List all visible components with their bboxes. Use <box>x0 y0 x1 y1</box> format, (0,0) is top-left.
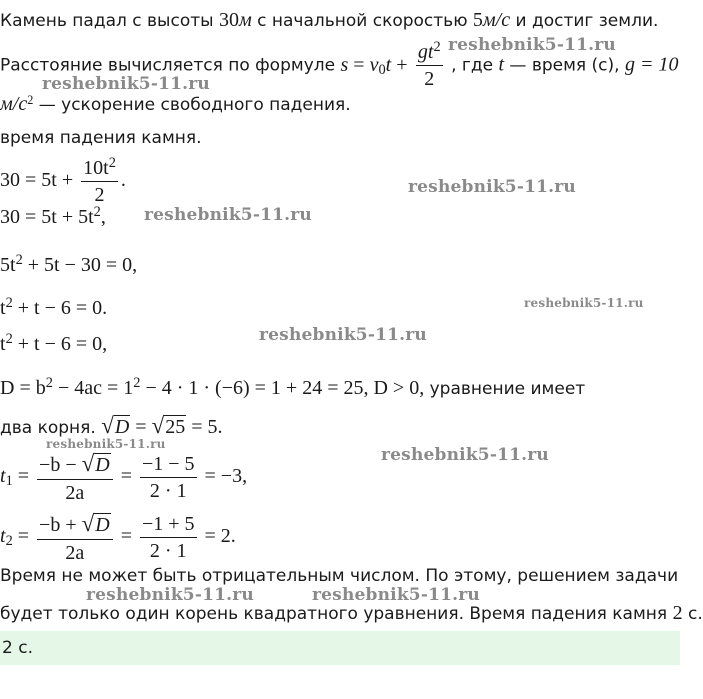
roots-count-line: два корня. √D = √25 = 5. <box>0 413 223 438</box>
watermark: reshebnik5-11.ru <box>46 437 166 451</box>
watermark: reshebnik5-11.ru <box>144 205 312 225</box>
watermark: reshebnik5-11.ru <box>42 74 210 94</box>
watermark: reshebnik5-11.ru <box>524 296 644 310</box>
conclusion-line-2: будет только один корень квадратного уравнения. Время падения камня 2 с. <box>0 602 703 624</box>
problem-statement: Камень падал с высоты 30м с начальной скоростью 5м/с и достиг земли. <box>0 9 659 31</box>
root-t1: t1 = $\frac{-b - √D}{2a}$ = $\frac{-1 - 5}{2 \cdot 1}$ = −3, <box>0 451 248 504</box>
conclusion-line-1: Время не может быть отрицательным числом. По этому, решением задачи <box>0 566 679 586</box>
watermark: reshebnik5-11.ru <box>381 445 549 465</box>
equation-3: $5t^2 + 5t - 30 = 0$, <box>0 251 138 276</box>
watermark: reshebnik5-11.ru <box>259 325 427 345</box>
root-t2: t2 = $\frac{-b + √D}{2a}$ = $\frac{-1 + 5}{2 \cdot 1}$ = 2. <box>0 511 236 564</box>
watermark: reshebnik5-11.ru <box>408 177 576 197</box>
answer-box <box>0 631 680 665</box>
equation-5: $t^2 + t - 6 = 0$, <box>0 330 108 355</box>
watermark: reshebnik5-11.ru <box>86 585 254 605</box>
watermark: reshebnik5-11.ru <box>312 585 480 605</box>
equation-2: $30 = 5t + 5t^2$, <box>0 203 106 228</box>
section-label: время падения камня. <box>0 128 202 148</box>
gravity-definition: $м/с^2$ — ускорение свободного падения. <box>0 92 351 115</box>
equation-1: 30 = 5t + $\frac{10t^2}{2}$ . <box>0 154 126 206</box>
gt2-over-2-fraction: $\frac{gt^2}{2}$ <box>417 38 441 90</box>
discriminant-line: $D = b^2 - 4ac = 1^2 - 4 \cdot 1 \cdot (-6) = 1 + 24 = 25$, D > 0, уравнение имеет <box>0 374 586 399</box>
equation-4: $t^2 + t - 6 = 0$. <box>0 294 108 319</box>
answer-text: 2 с. <box>2 638 33 658</box>
watermark: reshebnik5-11.ru <box>448 35 616 55</box>
formula-line: Расстояние вычисляется по формуле s = v0t + $\frac{gt^2}{2}$ , где t — время (с), g = 10 <box>0 38 679 90</box>
